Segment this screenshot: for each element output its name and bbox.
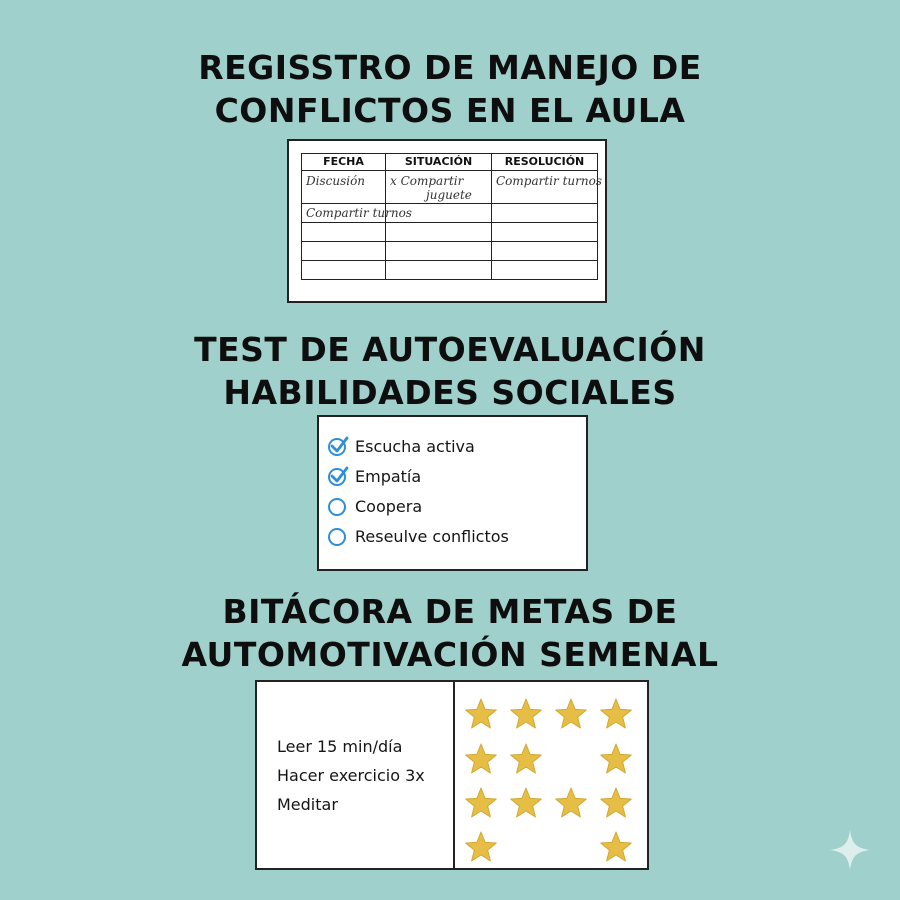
header-fecha: FECHA [302,154,386,171]
star-icon [509,697,543,731]
cell-resolucion [492,171,602,204]
goal-item: Leer 15 min/día [277,737,403,756]
header-situacion: SITUACIÓN [386,154,492,171]
checklist-item-label: Reseulve conflictos [355,526,509,546]
cell-situacion [386,171,492,204]
cell-resolucion [492,242,598,261]
conflict-log-card [287,139,607,303]
checklist-item[interactable] [327,491,509,521]
checklist-item-label: Empatía [355,466,422,486]
star-icon [554,697,588,731]
cell-resolucion [492,261,598,280]
conflict-log-title-line1: REGISSTRO DE MANEJO DE [198,48,702,87]
star-icon [554,786,588,820]
goal-item: Meditar [277,795,338,814]
cell-situacion [386,261,492,280]
star-icon [509,742,543,776]
table-row [302,204,598,223]
cell-fecha-text: Discusión [306,174,366,188]
empty-circle-icon[interactable] [327,525,349,547]
cell-fecha-text: Compartir turnos [306,206,412,220]
table-row [302,223,598,242]
goals-log-title [0,590,900,676]
cell-situacion [386,242,492,261]
checklist-item[interactable] [327,431,509,461]
checklist-item-label: Escucha activa [355,436,475,456]
checked-circle-icon[interactable] [327,465,349,487]
cell-fecha [302,204,412,223]
star-icon [599,830,633,864]
empty-circle-icon[interactable] [327,495,349,517]
star-icon [464,830,498,864]
self-assessment-title-line1: TEST DE AUTOEVALUACIÓN [194,330,706,369]
cell-resolucion [492,223,598,242]
star-icon [509,786,543,820]
goals-log-title-line1: BITÁCORA DE METAS DE [222,592,678,631]
table-row [302,171,598,204]
goal-item: Hacer exercicio 3x [277,766,425,785]
star-icon [599,742,633,776]
cell-fecha [302,223,386,242]
table-row [302,242,598,261]
self-assessment-title [0,328,900,414]
star-icon [599,786,633,820]
cell-fecha [302,242,386,261]
cell-resolucion-text: Compartir turnos [496,174,602,188]
checklist-item[interactable] [327,521,509,551]
goals-list [277,732,425,819]
goals-card [255,680,649,870]
checklist-item-label: Coopera [355,496,423,516]
star-grid [459,694,645,864]
conflict-log-table [301,153,602,280]
sparkle-icon [828,828,872,872]
table-header-row [302,154,598,171]
social-skills-checklist [327,431,509,551]
social-skills-card [317,415,588,571]
cell-resolucion [492,204,598,223]
star-icon [464,786,498,820]
goals-divider [453,682,455,868]
conflict-log-title [0,46,900,132]
cell-situacion-line2: juguete [426,188,472,202]
star-icon [464,742,498,776]
checked-circle-icon[interactable] [327,435,349,457]
star-icon [464,697,498,731]
cell-situacion-line1: x Compartir [390,174,464,188]
self-assessment-title-line2: HABILIDADES SOCIALES [223,373,677,412]
goals-log-title-line2: AUTOMOTIVACIÓN SEMENAL [181,635,719,674]
checklist-item[interactable] [327,461,509,491]
conflict-log-title-line2: CONFLICTOS EN EL AULA [214,91,686,130]
cell-fecha [302,261,386,280]
header-resolucion: RESOLUCIÓN [492,154,598,171]
cell-fecha [302,171,386,204]
star-icon [599,697,633,731]
table-row [302,261,598,280]
cell-situacion [386,223,492,242]
